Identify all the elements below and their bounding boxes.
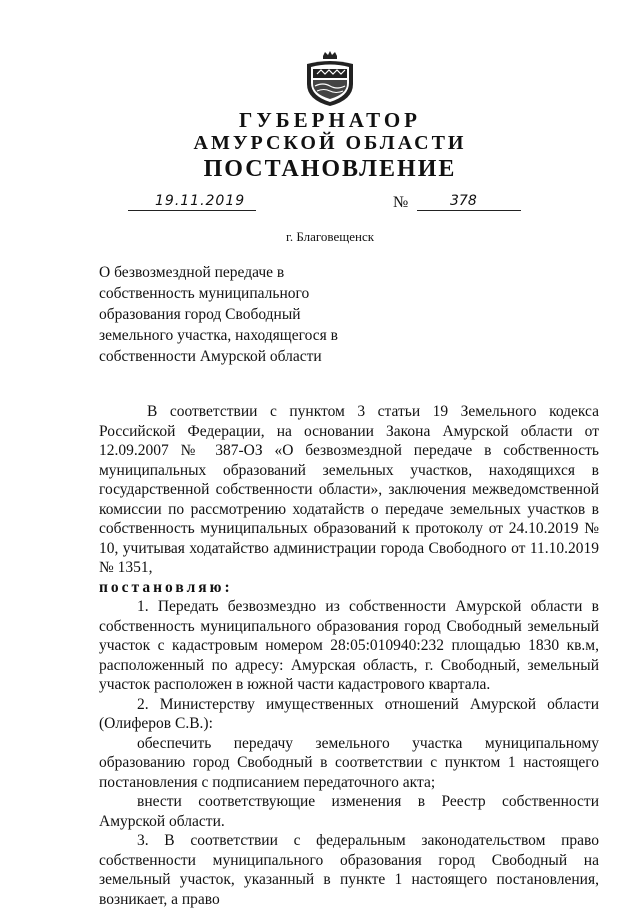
item-2b-paragraph: внести соответствующие изменения в Реестр собственности Амурской области. — [99, 793, 599, 830]
item-3-paragraph: 3. В соответствии с федеральным законодательством право собственности муниципального образования город Свободный на земельный участок, указанный в пункте 1 настоящего постановления, возникает, а право — [99, 832, 599, 908]
date-underline — [128, 210, 256, 211]
document-number: 378 — [450, 193, 477, 209]
header-region: АМУРСКОЙ ОБЛАСТИ — [193, 132, 467, 154]
document-subject: О безвозмездной передаче в собственность муниципального образования город Свободный земельного участка, находящегося в собственности Амурской области — [99, 264, 338, 365]
item-2a-paragraph: обеспечить передачу земельного участка муниципальному образованию город Свободный в соответствии с пунктом 1 настоящего постановления с подписанием передаточного акта; — [99, 734, 599, 791]
decree-word: постановляю: — [99, 578, 233, 596]
preamble-paragraph: В соответствии с пунктом 3 статьи 19 Земельного кодекса Российской Федерации, на основании Закона Амурской области от 12.09.2007 № 387-ОЗ «О безвозмездной передаче в собственность муниципальных образований земельных участков, находящихся в государственной собственности области», заключения межведомственной комиссии по рассмотрению ходатайств о передаче земельных участков в собственность муниципальных образований к протоколу от 24.10.2019 № 10, учитывая ходатайство администрации города Свободного от 11.10.2019 № 1351, — [99, 403, 599, 576]
number-underline — [417, 210, 521, 211]
item-2-paragraph: 2. Министерству имущественных отношений Амурской области (Олиферов С.В.): — [99, 695, 599, 732]
document-date: 19.11.2019 — [155, 193, 246, 209]
document-title: ПОСТАНОВЛЕНИЕ — [203, 156, 457, 182]
item-1-paragraph: 1. Передать безвозмездно из собственности Амурской области в собственность муниципального образования город Свободный земельный участок с кадастровым номером 28:05:010940:232 площадью 1830 кв.м, расположенный по адресу: Амурская область, г. Свободный, земельный участок расположен в южной части кадастрового квартала. — [99, 598, 599, 693]
header-governor: ГУБЕРНАТОР — [238, 108, 422, 132]
number-label: № — [393, 194, 409, 211]
city-label: г. Благовещенск — [285, 229, 375, 244]
document-body — [99, 402, 599, 909]
coat-of-arms-emblem — [301, 50, 359, 108]
